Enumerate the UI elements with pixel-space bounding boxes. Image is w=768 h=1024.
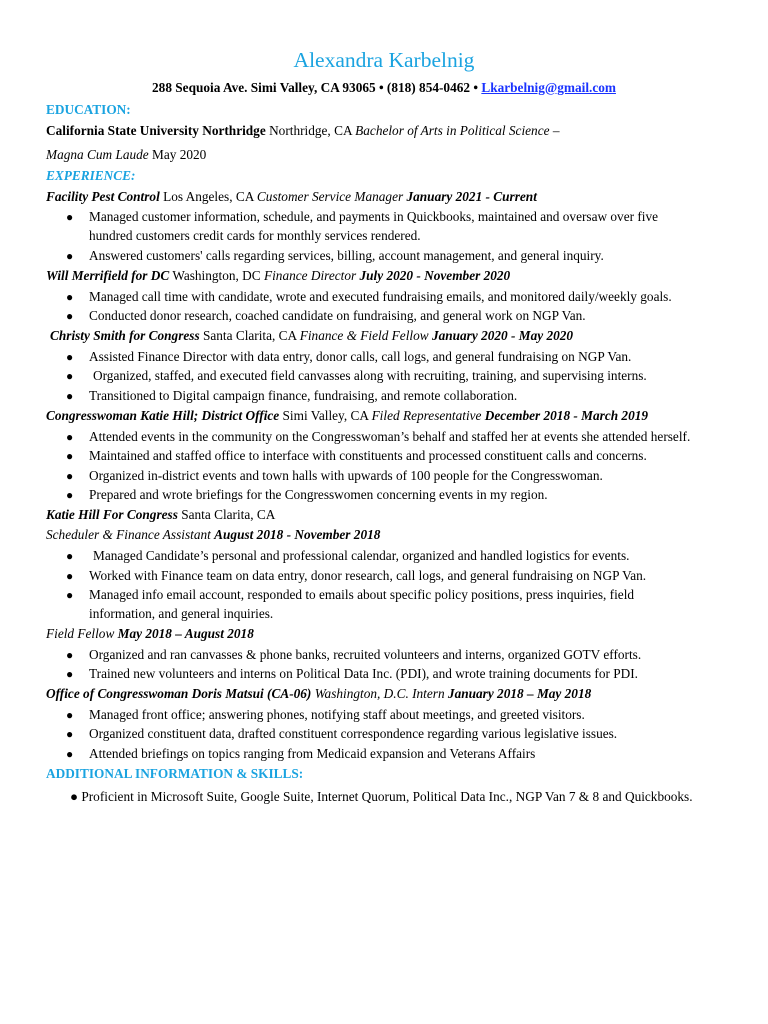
job-header <box>46 408 648 424</box>
job-location: Santa Clarita, CA <box>202 328 297 343</box>
bullet-icon: ● <box>66 708 74 722</box>
bullet-text: Maintained and staffed office to interface with constituents and processed constituent calls and concerns. <box>89 448 647 463</box>
degree: Bachelor of Arts in Political Science – <box>355 123 560 138</box>
school-location: Northridge, CA <box>269 123 352 138</box>
job-org: Facility Pest Control <box>46 189 160 204</box>
job-location: Washington, D.C. <box>314 686 409 701</box>
bullet-icon: ● <box>66 449 74 463</box>
bullet-text: Assisted Finance Director with data entry, donor calls, call logs, and general fundraising on NGP Van. <box>89 349 632 364</box>
bullet-text: hundred customers credit cards for monthly services rendered. <box>89 228 421 243</box>
bullet-text: Prepared and wrote briefings for the Congresswomen concerning events in my region. <box>89 487 548 502</box>
job-location: Santa Clarita, CA <box>181 507 276 522</box>
job-header <box>46 686 591 702</box>
job-title: Intern <box>412 686 445 701</box>
skills-text: ● Proficient in Microsoft Suite, Google Suite, Internet Quorum, Political Data Inc., NGP Van 7 & 8 and Quickbooks. <box>70 789 693 804</box>
bullet-icon: ● <box>66 667 74 681</box>
bullet-text: Answered customers' calls regarding services, billing, account management, and general inquiry. <box>89 248 604 263</box>
job-location: Simi Valley, CA <box>282 408 369 423</box>
bullet-icon: ● <box>66 747 74 761</box>
job-header <box>46 189 537 205</box>
contact-line <box>0 80 768 96</box>
bullet-text: Organized, staffed, and executed field canvasses along with recruiting, training, and supervising interns. <box>93 368 647 383</box>
bullet-icon: ● <box>66 350 74 364</box>
job-dates: January 2021 - Current <box>406 189 537 204</box>
bullet-icon: ● <box>66 569 74 583</box>
education-line-1 <box>46 123 559 139</box>
honors: Magna Cum Laude <box>46 147 149 162</box>
school-name: California State University Northridge <box>46 123 266 138</box>
job-dates: January 2020 - May 2020 <box>431 328 574 343</box>
bullet-text: Attended events in the community on the Congresswoman’s behalf and staffed her at events she attended herself. <box>89 429 691 444</box>
bullet-icon: ● <box>66 469 74 483</box>
education-heading: EDUCATION: <box>46 102 131 117</box>
bullet-text: Transitioned to Digital campaign finance, fundraising, and remote collaboration. <box>89 388 518 403</box>
job-header <box>46 507 275 523</box>
experience-heading: EXPERIENCE: <box>46 168 136 183</box>
job-dates: July 2020 - November 2020 <box>359 268 511 283</box>
job-title: Finance Director <box>263 268 357 283</box>
job-title: Filed Representative <box>371 408 482 423</box>
bullet-text: Conducted donor research, coached candidate on fundraising, and general work on NGP Van. <box>89 308 586 323</box>
resume-name: Alexandra Karbelnig <box>293 48 475 72</box>
job-org: Office of Congresswoman Doris Matsui (CA-06) <box>46 686 312 701</box>
bullet-icon: ● <box>66 488 74 502</box>
skills-heading: ADDITIONAL INFORMATION & SKILLS: <box>46 766 304 781</box>
bullet-text: information, and general inquiries. <box>89 606 274 621</box>
job-title: Finance & Field Fellow <box>299 328 429 343</box>
job-org: Christy Smith for Congress <box>50 328 200 343</box>
bullet-icon: ● <box>66 430 74 444</box>
job-header <box>50 328 573 344</box>
job-dates: May 2018 – August 2018 <box>117 626 254 641</box>
bullet-icon: ● <box>66 290 74 304</box>
bullet-text: Managed info email account, responded to emails about specific policy positions, press inquiries, field <box>89 587 635 602</box>
bullet-icon: ● <box>66 588 74 602</box>
bullet-text: Organized in-district events and town halls with upwards of 100 people for the Congresswoman. <box>89 468 603 483</box>
bullet-icon: ● <box>66 648 74 662</box>
bullet-text: Managed customer information, schedule, and payments in Quickbooks, maintained and oversaw over five <box>89 209 659 224</box>
job-org: Katie Hill For Congress <box>46 507 178 522</box>
job-location: Washington, DC <box>172 268 261 283</box>
job-header <box>46 268 510 284</box>
bullet-icon: ● <box>66 210 74 224</box>
bullet-text: Managed front office; answering phones, notifying staff about meetings, and greeted visitors. <box>89 707 585 722</box>
job-dates: January 2018 – May 2018 <box>447 686 592 701</box>
bullet-text: Managed Candidate’s personal and professional calendar, organized and handled logistics for events. <box>93 548 630 563</box>
email-link[interactable]: Lkarbelnig@gmail.com <box>481 80 616 95</box>
job-location: Los Angeles, CA <box>163 189 254 204</box>
bullet-icon: ● <box>66 309 74 323</box>
bullet-icon: ● <box>66 389 74 403</box>
bullet-text: Trained new volunteers and interns on Political Data Inc. (PDI), and wrote training documents for PDI. <box>89 666 638 681</box>
job-org: Will Merrifield for DC <box>46 268 170 283</box>
bullet-icon: ● <box>66 549 74 563</box>
job-title: Field Fellow <box>46 626 115 641</box>
education-line-2 <box>46 147 206 163</box>
bullet-text: Organized constituent data, drafted constituent correspondence regarding various legislative issues. <box>89 726 618 741</box>
job-title: Scheduler & Finance Assistant <box>46 527 211 542</box>
job-role-line <box>46 527 380 543</box>
bullet-icon: ● <box>66 249 74 263</box>
job-role-line <box>46 626 254 642</box>
bullet-icon: ● <box>66 727 74 741</box>
contact-address: 288 Sequoia Ave. Simi Valley, CA 93065 • (818) 854-0462 • <box>152 80 479 95</box>
job-org: Congresswoman Katie Hill; District Office <box>46 408 280 423</box>
graduation-date: May 2020 <box>152 147 207 162</box>
bullet-text: Managed call time with candidate, wrote and executed fundraising emails, and monitored daily/weekly goals. <box>89 289 672 304</box>
bullet-text: Organized and ran canvasses & phone banks, recruited volunteers and interns, organized GOTV efforts. <box>89 647 642 662</box>
bullet-text: Worked with Finance team on data entry, donor research, call logs, and general fundraising on NGP Van. <box>89 568 647 583</box>
job-title: Customer Service Manager <box>256 189 404 204</box>
bullet-text: Attended briefings on topics ranging from Medicaid expansion and Veterans Affairs <box>89 746 536 761</box>
job-dates: December 2018 - March 2019 <box>484 408 649 423</box>
bullet-icon: ● <box>66 369 74 383</box>
job-dates: August 2018 - November 2018 <box>214 527 381 542</box>
